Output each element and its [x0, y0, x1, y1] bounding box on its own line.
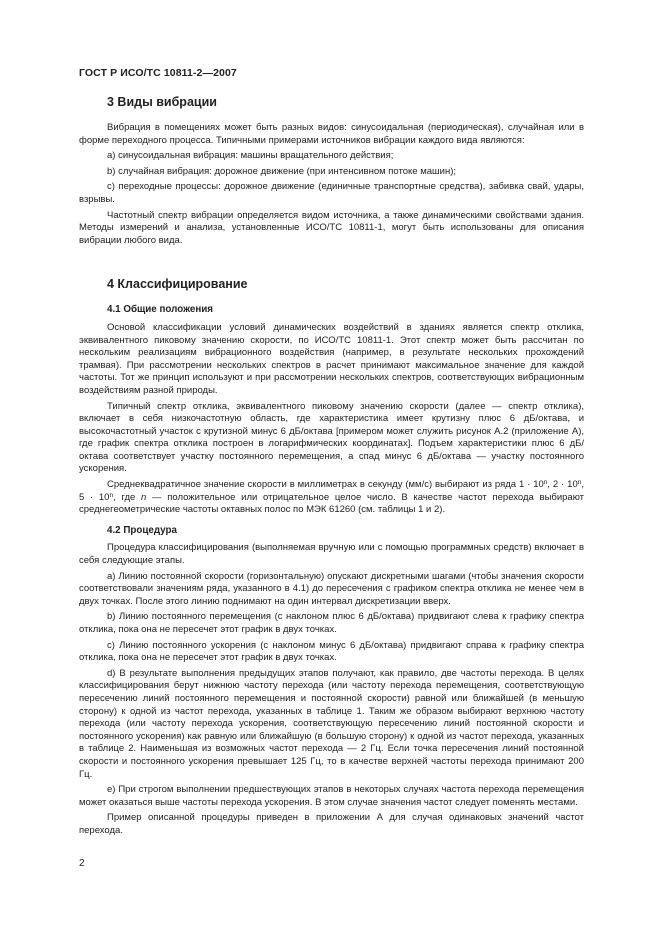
procedure-step-b: b) Линию постоянного перемещения (с наклоном плюс 6 дБ/октава) придвигают слева к графику спектра отклика, пока она не пересечет этот график в двух точках. [79, 611, 584, 635]
subsection-4-1-paragraph-1: Основой классификации условий динамических воздействий в зданиях является спектр отклика, эквивалентного пиковому значению скорости, по ИСО/ТС 10811-1. Этот спектр может быть рассчитан по нескольким реализациям вибрационного воздействия (например, в результате нескольких прохождений трамвая). При рассмотрении нескольких спектров в расчет принимают максимальное значение для каждой частоты. Тот же принцип используют и при рассмотрении нескольких спектров, соответствующих вибрационным воздействиям разной природы. [79, 321, 584, 396]
subsection-4-2-final-paragraph: Пример описанной процедуры приведен в приложении А для случая одинаковых значений частот перехода. [79, 812, 584, 836]
subsection-4-1-paragraph-2: Типичный спектр отклика, эквивалентного пиковому значению скорости (далее — спектр отклика), включает в себя низкочастотную область, где характеристика имеет крутизну плюс 6 дБ/октава, и высокочастотный участок с крутизной минус 6 дБ/октава [примером может служить рисунок А.2 (приложение А), где график спектра отклика построен в логарифмических координатах]. Подъем характеристики плюс 6 дБ/октава соответствует участку постоянного перемещения, а спад минус 6 дБ/октава — участку постоянного ускорения. [79, 400, 584, 475]
page-number: 2 [79, 858, 85, 869]
subsection-4-1-heading: 4.1 Общие положения [107, 304, 214, 316]
subsection-4-2-paragraph-1: Процедура классифицирования (выполняемая вручную или с помощью программных средств) включает в себя следующие этапы. [79, 542, 584, 567]
document-header: ГОСТ Р ИСО/ТС 10811-2—2007 [79, 67, 237, 79]
section-4-heading: 4 Классифицирование [107, 277, 248, 292]
procedure-step-a: а) Линию постоянной скорости (горизонтальную) опускают дискретными шагами (чтобы значения скорости соответствовали значениям ряда, указанного в 4.1) до пересечения с графиком спектра отклика не менее чем в двух точках. После этого линию поднимают на один интервал дискретизации вверх. [79, 570, 584, 607]
section-3-heading: 3 Виды вибрации [107, 95, 217, 109]
procedure-step-d: d) В результате выполнения предыдущих этапов получают, как правило, две частоты перехода. В целях классифицирования берут нижнюю частоту перехода (или частоту перехода перемещения, соответствующую пересечению линий постоянного перемещения и постоянной скорости) равной или ближайшей (в меньшую сторону) к одной из частот перехода, указанных в таблице 1. Таким же образом выбирают верхнюю частоту перехода (или частоту перехода ускорения, соответствующую пересечению линий постоянной скорости и постоянного ускорения) как равную или ближайшую (в большую сторону) к одной из частот перехода, указанных в таблице 2. Наименьшая из возможных частот перехода — 2 Гц. Если точка пересечения линий постоянной скорости и постоянного ускорения превышает 125 Гц, то в качестве верхней частоты перехода принимают 200 Гц. [79, 667, 584, 780]
subsection-4-2-heading: 4.2 Процедура [107, 524, 177, 536]
list-item-c: с) переходные процессы: дорожное движение (единичные транспортные средства), забивка свай, удары, взрывы. [79, 181, 584, 205]
list-item-b: b) случайная вибрация: дорожное движение (при интенсивном потоке машин); [107, 165, 457, 177]
procedure-step-e: е) При строгом выполнении предшествующих этапов в некоторых случаях частота перехода перемещения может оказаться выше частоты перехода ускорения. В этом случае значения частот следует поменять местами. [79, 784, 584, 808]
subsection-4-1-paragraph-3: Среднеквадратичное значение скорости в миллиметрах в секунду (мм/с) выбирают из ряда $1 \cdot 10^n$, $2 \cdot 10^n$, $5 \cdot 10^n$, где n — положительное или отрицательное целое число. В качестве частот перехода выбирают среднегеометрические частоты октавных полос по МЭК 61260 (см. таблицы 1 и 2). [79, 479, 584, 516]
section-3-paragraph: Вибрация в помещениях может быть разных видов: синусоидальная (периодическая), случайная или в форме переходного процесса. Типичными примерами источников вибрации каждого вида являются: [79, 122, 584, 146]
page-content [79, 94, 584, 841]
section-3-paragraph-2: Частотный спектр вибрации определяется видом источника, а также динамическими свойствами здания. Методы измерений и анализа, установленные ИСО/ТС 10811-1, могут быть использованы для описания вибрации любого вида. [79, 209, 584, 246]
procedure-step-c: с) Линию постоянного ускорения (с наклоном минус 6 дБ/октава) придвигают справа к графику спектра отклика, пока она не пересечет этот график в двух точках. [79, 639, 584, 664]
list-item-a: а) синусоидальная вибрация: машины вращательного действия; [107, 150, 394, 162]
